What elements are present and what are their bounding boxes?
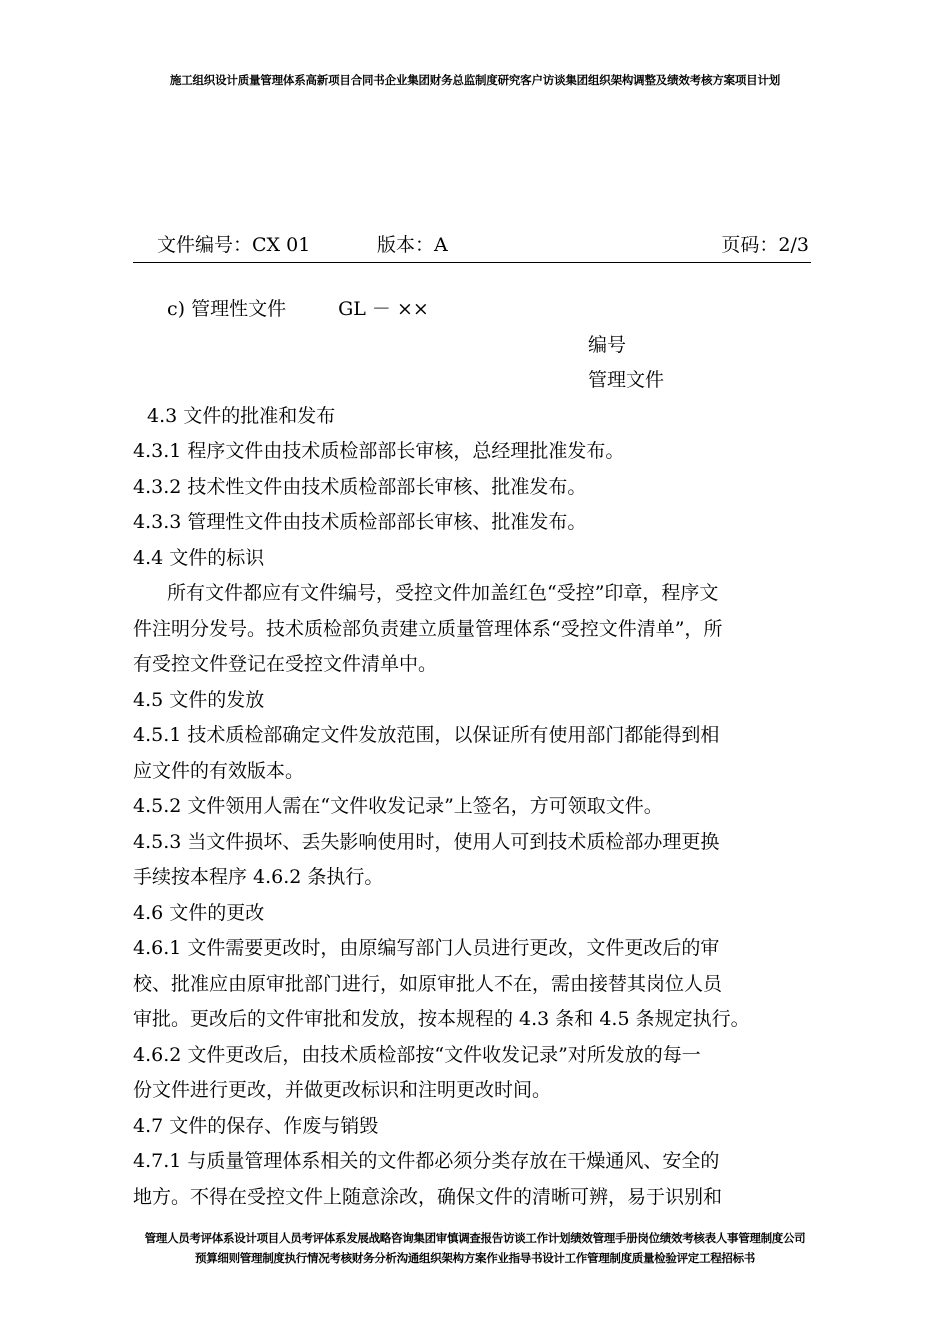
clause-4-5-1-line-1: 4.5.1 技术质检部确定文件发放范围，以保证所有使用部门都能得到相 [133, 724, 720, 746]
section-heading-4-5: 4.5 文件的发放 [133, 688, 265, 711]
clause-4-6-1-line-1: 4.6.1 文件需要更改时，由原编写部门人员进行更改，文件更改后的审 [133, 937, 720, 959]
document-header [133, 228, 811, 263]
item-c-line [133, 292, 823, 328]
doc-number: 文件编号：CX 01 [157, 234, 311, 256]
clause-4-6-2-line-2: 份文件进行更改，并做更改标识和注明更改时间。 [133, 1079, 552, 1101]
document-body [133, 292, 823, 1215]
clause-4-7-1-line-1: 4.7.1 与质量管理体系相关的文件都必须分类存放在干燥通风、安全的 [133, 1150, 720, 1172]
section-heading-4-4: 4.4 文件的标识 [133, 546, 265, 569]
top-banner-text: 施工组织设计质量管理体系高新项目合同书企业集团财务总监制度研究客户访谈集团组织架构调整及绩效考核方案项目计划 [169, 73, 781, 87]
item-c-code: GL － ×× [338, 298, 429, 320]
clause-4-5-3-line-2: 手续按本程序 4.6.2 条执行。 [133, 866, 384, 888]
code-note-number: 编号 [588, 333, 627, 356]
paragraph-4-4-line-1: 所有文件都应有文件编号，受控文件加盖红色“受控”印章，程序文 [167, 582, 719, 604]
bottom-banner-line-1: 管理人员考评体系设计项目人员考评体系发展战略咨询集团审慎调查报告访谈工作计划绩效管理手册岗位绩效考核表人事管理制度公司 [144, 1231, 806, 1245]
clause-4-5-3-line-1: 4.5.3 当文件损坏、丢失影响使用时，使用人可到技术质检部办理更换 [133, 830, 720, 853]
clause-4-3-3: 4.3.3 管理性文件由技术质检部部长审核、批准发布。 [133, 511, 587, 533]
clause-4-5-1-line-2: 应文件的有效版本。 [133, 759, 305, 782]
section-heading-4-6: 4.6 文件的更改 [133, 901, 265, 924]
clause-4-3-2: 4.3.2 技术性文件由技术质检部部长审核、批准发布。 [133, 475, 587, 498]
clause-4-5-2: 4.5.2 文件领用人需在“文件收发记录”上签名，方可领取文件。 [133, 795, 663, 817]
clause-4-3-1: 4.3.1 程序文件由技术质检部部长审核，总经理批准发布。 [133, 440, 625, 462]
clause-4-6-1-line-2: 校、批准应由原审批部门进行，如原审批人不在，需由接替其岗位人员 [133, 972, 723, 995]
item-c-label: c) 管理性文件 [167, 298, 287, 320]
code-note-type: 管理文件 [588, 369, 665, 391]
clause-4-6-2-line-1: 4.6.2 文件更改后，由技术质检部按“文件收发记录”对所发放的每一 [133, 1043, 701, 1066]
doc-version: 版本：A [377, 234, 448, 256]
clause-4-7-1-line-2: 地方。不得在受控文件上随意涂改，确保文件的清晰可辨，易于识别和 [133, 1185, 723, 1208]
section-heading-4-7: 4.7 文件的保存、作废与销毁 [133, 1114, 379, 1137]
section-heading-4-3: 4.3 文件的批准和发布 [147, 404, 336, 427]
bottom-banner-line-2: 预算细则管理制度执行情况考核财务分析沟通组织架构方案作业指导书设计工作管理制度质量检验评定工程招标书 [195, 1251, 755, 1265]
page-number: 页码：2/3 [721, 234, 809, 256]
paragraph-4-4-line-2: 件注明分发号。技术质检部负责建立质量管理体系“受控文件清单”，所 [133, 617, 723, 640]
clause-4-6-1-line-3: 审批。更改后的文件审批和发放，按本规程的 4.3 条和 4.5 条规定执行。 [133, 1008, 750, 1030]
paragraph-4-4-line-3: 有受控文件登记在受控文件清单中。 [133, 653, 438, 675]
